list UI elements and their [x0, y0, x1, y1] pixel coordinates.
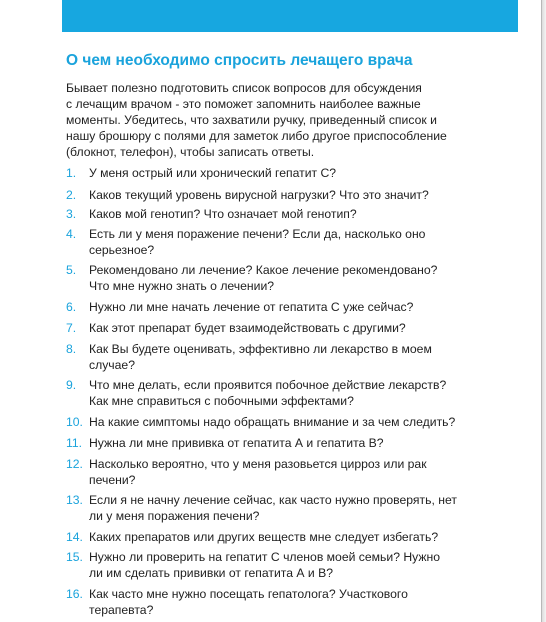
intro-line: моменты. Убедитесь, что захватили ручку, приведенный список и: [66, 113, 437, 127]
intro-line: с лечащим врачом - это поможет запомнить наиболее важные: [66, 97, 421, 111]
question-number: 3.: [66, 207, 77, 221]
question-text: [89, 341, 509, 373]
question-number: 9.: [66, 378, 77, 392]
question-number: 10.: [66, 415, 83, 429]
question-line: серьезное?: [89, 243, 155, 257]
question-number: 6.: [66, 300, 77, 314]
question-number: 16.: [66, 587, 83, 601]
question-number: 12.: [66, 457, 83, 471]
question-line: Что мне делать, если проявится побочное действие лекарств?: [89, 378, 447, 392]
question-text: [89, 299, 509, 315]
question-line: Рекомендовано ли лечение? Какое лечение рекомендовано?: [89, 263, 438, 277]
question-text: [89, 165, 509, 181]
question-number: 15.: [66, 550, 83, 564]
question-number: 7.: [66, 321, 77, 335]
question-number: 13.: [66, 493, 83, 507]
question-line: Нужна ли мне прививка от гепатита А и гепатита В?: [89, 436, 384, 450]
question-line: Как часто мне нужно посещать гепатолога? Участкового: [89, 587, 408, 601]
question-line: Если я не начну лечение сейчас, как часто нужно проверять, нет: [89, 493, 457, 507]
question-number: 8.: [66, 342, 77, 356]
question-number: 2.: [66, 188, 77, 202]
question-text: [89, 414, 509, 430]
intro-line: Бывает полезно подготовить список вопросов для обсуждения: [66, 81, 422, 95]
question-number: 4.: [66, 227, 77, 241]
question-line: Как этот препарат будет взаимодействовать с другими?: [89, 321, 406, 335]
question-text: [89, 549, 509, 581]
question-number: 14.: [66, 530, 83, 544]
question-line: ли им сделать прививки от гепатита А и В?: [89, 566, 334, 580]
question-line: Каков текущий уровень вирусной нагрузки? Что это значит?: [89, 188, 429, 202]
question-number: 5.: [66, 263, 77, 277]
question-text: [89, 206, 509, 222]
question-text: [89, 320, 509, 336]
question-line: Нужно ли мне начать лечение от гепатита С уже сейчас?: [89, 300, 414, 314]
question-text: [89, 226, 509, 258]
question-line: На какие симптомы надо обращать внимание и за чем следить?: [89, 415, 456, 429]
question-text: [89, 456, 509, 488]
question-number: 11.: [66, 436, 83, 450]
question-line: Каких препаратов или других веществ мне следует избегать?: [89, 530, 439, 544]
question-line: Нужно ли проверить на гепатит С членов моей семьи? Нужно: [89, 550, 441, 564]
question-text: [89, 187, 509, 203]
section-heading: О чем необходимо спросить лечащего врача: [66, 52, 413, 69]
question-number: 1.: [66, 166, 77, 180]
question-line: Каков мой генотип? Что означает мой генотип?: [89, 207, 357, 221]
question-text: [89, 377, 509, 409]
question-line: Есть ли у меня поражение печени? Если да, насколько оно: [89, 227, 426, 241]
question-text: [89, 586, 509, 618]
question-line: терапевта?: [89, 603, 154, 617]
question-line: Насколько вероятно, что у меня разовьется цирроз или рак: [89, 457, 427, 471]
question-line: Как мне справиться с побочными эффектами?: [89, 394, 354, 408]
question-text: [89, 262, 509, 294]
intro-line: (блокнот, телефон), чтобы записать ответы.: [66, 145, 315, 159]
question-line: печени?: [89, 473, 136, 487]
question-line: Что мне нужно знать о лечении?: [89, 279, 275, 293]
question-line: случае?: [89, 358, 135, 372]
intro-line: нашу брошюру с полями для заметок либо другое приспособление: [66, 129, 447, 143]
question-line: У меня острый или хронический гепатит С?: [89, 166, 337, 180]
question-line: Как Вы будете оценивать, эффективно ли лекарство в моем: [89, 342, 432, 356]
question-line: ли у меня поражения печени?: [89, 509, 260, 523]
question-text: [89, 492, 509, 524]
question-text: [89, 435, 509, 451]
question-text: [89, 529, 509, 545]
